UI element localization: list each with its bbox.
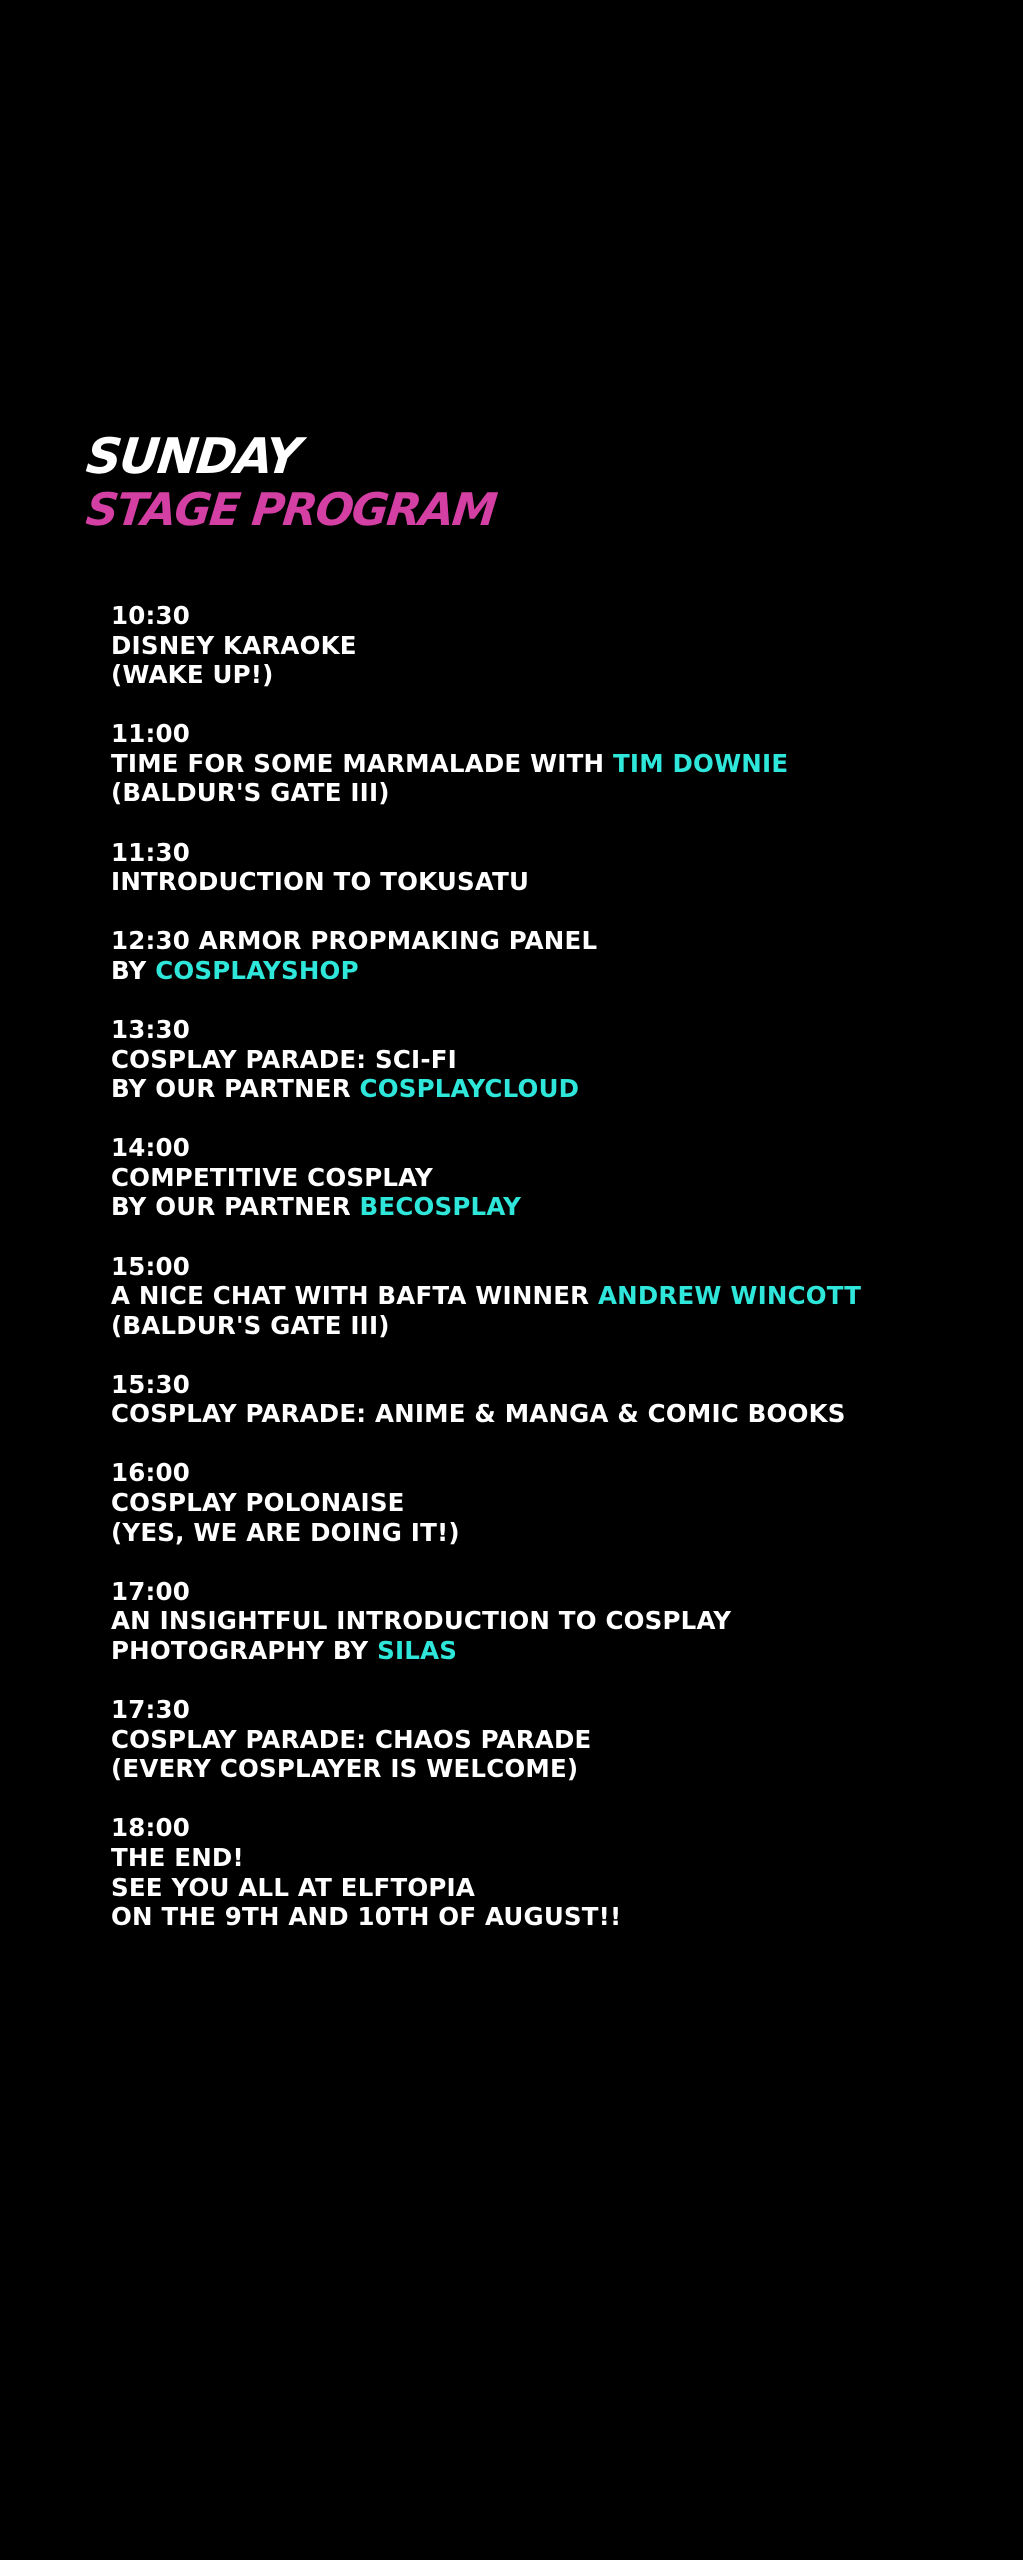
line-text: COSPLAY PARADE: CHAOS PARADE bbox=[111, 1724, 592, 1754]
entry-text-line bbox=[111, 1754, 991, 1784]
line-text: COSPLAY PARADE: ANIME & MANGA & COMIC BOOKS bbox=[111, 1399, 846, 1429]
highlighted-name: ANDREW WINCOTT bbox=[597, 1281, 862, 1311]
entry-time-line bbox=[111, 719, 991, 749]
line-text: DISNEY KARAOKE bbox=[111, 630, 357, 660]
entry-text-line bbox=[111, 956, 991, 986]
line-text: COMPETITIVE COSPLAY bbox=[111, 1162, 433, 1192]
line-text: 10:30 bbox=[111, 601, 190, 630]
line-text: BY bbox=[111, 955, 156, 985]
line-text: 11:00 bbox=[111, 719, 190, 749]
program-entry bbox=[111, 1370, 991, 1429]
entry-text-line bbox=[111, 1873, 991, 1903]
line-text: BY OUR PARTNER bbox=[111, 1074, 360, 1104]
entry-text-line bbox=[111, 1606, 991, 1636]
entry-time-line bbox=[111, 1695, 991, 1725]
line-text: 15:00 bbox=[111, 1251, 190, 1281]
program-entry bbox=[111, 601, 991, 690]
program-entry bbox=[111, 838, 991, 897]
entry-text-line bbox=[111, 749, 991, 779]
entry-time-line bbox=[111, 1813, 991, 1843]
line-text: 16:00 bbox=[111, 1458, 190, 1488]
line-text: (BALDUR'S GATE III) bbox=[111, 778, 390, 808]
entry-text-line bbox=[111, 1725, 991, 1755]
heading-day: SUNDAY bbox=[83, 428, 303, 485]
heading-stage-program: STAGE PROGRAM bbox=[83, 483, 499, 536]
program-entry bbox=[111, 1015, 991, 1104]
entry-text-line bbox=[111, 1192, 991, 1222]
entry-time-line bbox=[111, 926, 991, 956]
line-text: COSPLAY PARADE: SCI-FI bbox=[111, 1044, 457, 1074]
entry-time-line bbox=[111, 1577, 991, 1607]
line-text: 17:30 bbox=[111, 1695, 190, 1725]
program-entry bbox=[111, 1813, 991, 1931]
line-text: PHOTOGRAPHY BY bbox=[111, 1635, 378, 1665]
line-text: ON THE 9TH AND 10TH OF AUGUST!! bbox=[111, 1902, 622, 1932]
line-text: TIME FOR SOME MARMALADE WITH bbox=[111, 748, 613, 778]
line-text: (BALDUR'S GATE III) bbox=[111, 1310, 390, 1340]
program-entry bbox=[111, 1252, 991, 1341]
line-text: (YES, WE ARE DOING IT!) bbox=[111, 1517, 460, 1547]
highlighted-name: BECOSPLAY bbox=[359, 1192, 522, 1222]
program-entry bbox=[111, 1577, 991, 1666]
entry-time-line bbox=[111, 1458, 991, 1488]
entry-time-line bbox=[111, 1252, 991, 1282]
highlighted-name: SILAS bbox=[377, 1635, 458, 1665]
entry-text-line bbox=[111, 660, 991, 690]
entry-text-line bbox=[111, 1074, 991, 1104]
program-heading bbox=[83, 428, 499, 536]
highlighted-name: COSPLAYSHOP bbox=[155, 955, 359, 985]
line-text: THE END! bbox=[111, 1842, 244, 1872]
line-text: 14:00 bbox=[111, 1133, 190, 1163]
entry-text-line bbox=[111, 1045, 991, 1075]
entry-text-line bbox=[111, 1843, 991, 1873]
entry-text-line bbox=[111, 1311, 991, 1341]
line-text: (EVERY COSPLAYER IS WELCOME) bbox=[111, 1754, 579, 1784]
line-text: 15:30 bbox=[111, 1369, 190, 1399]
highlighted-name: COSPLAYCLOUD bbox=[359, 1074, 580, 1104]
entry-text-line bbox=[111, 631, 991, 661]
entry-text-line bbox=[111, 1281, 991, 1311]
line-text: 18:00 bbox=[111, 1813, 190, 1843]
program-entry bbox=[111, 1133, 991, 1222]
entry-text-line bbox=[111, 1399, 991, 1429]
entry-text-line bbox=[111, 1518, 991, 1548]
line-text: INTRODUCTION TO TOKUSATU bbox=[111, 867, 530, 897]
entry-time-line bbox=[111, 1133, 991, 1163]
line-text: BY OUR PARTNER bbox=[111, 1192, 360, 1222]
program-list bbox=[111, 601, 991, 1961]
line-text: 13:30 bbox=[111, 1014, 190, 1044]
entry-time-line bbox=[111, 1015, 991, 1045]
line-text: 17:00 bbox=[111, 1576, 190, 1606]
line-text: 12:30 ARMOR PROPMAKING PANEL bbox=[111, 926, 598, 956]
entry-text-line bbox=[111, 1163, 991, 1193]
program-entry bbox=[111, 926, 991, 985]
program-entry bbox=[111, 719, 991, 808]
line-text: 11:30 bbox=[111, 837, 190, 867]
entry-text-line bbox=[111, 1902, 991, 1932]
entry-time-line bbox=[111, 601, 991, 631]
line-text: COSPLAY POLONAISE bbox=[111, 1488, 405, 1518]
line-text: AN INSIGHTFUL INTRODUCTION TO COSPLAY bbox=[111, 1606, 732, 1636]
highlighted-name: TIM DOWNIE bbox=[612, 748, 789, 778]
entry-time-line bbox=[111, 1370, 991, 1400]
line-text: A NICE CHAT WITH BAFTA WINNER bbox=[111, 1281, 598, 1311]
entry-text-line bbox=[111, 1488, 991, 1518]
entry-time-line bbox=[111, 838, 991, 868]
line-text: SEE YOU ALL AT ELFTOPIA bbox=[111, 1872, 476, 1902]
entry-text-line bbox=[111, 1636, 991, 1666]
entry-text-line bbox=[111, 867, 991, 897]
program-entry bbox=[111, 1458, 991, 1547]
program-entry bbox=[111, 1695, 991, 1784]
line-text: (WAKE UP!) bbox=[111, 660, 274, 690]
entry-text-line bbox=[111, 778, 991, 808]
